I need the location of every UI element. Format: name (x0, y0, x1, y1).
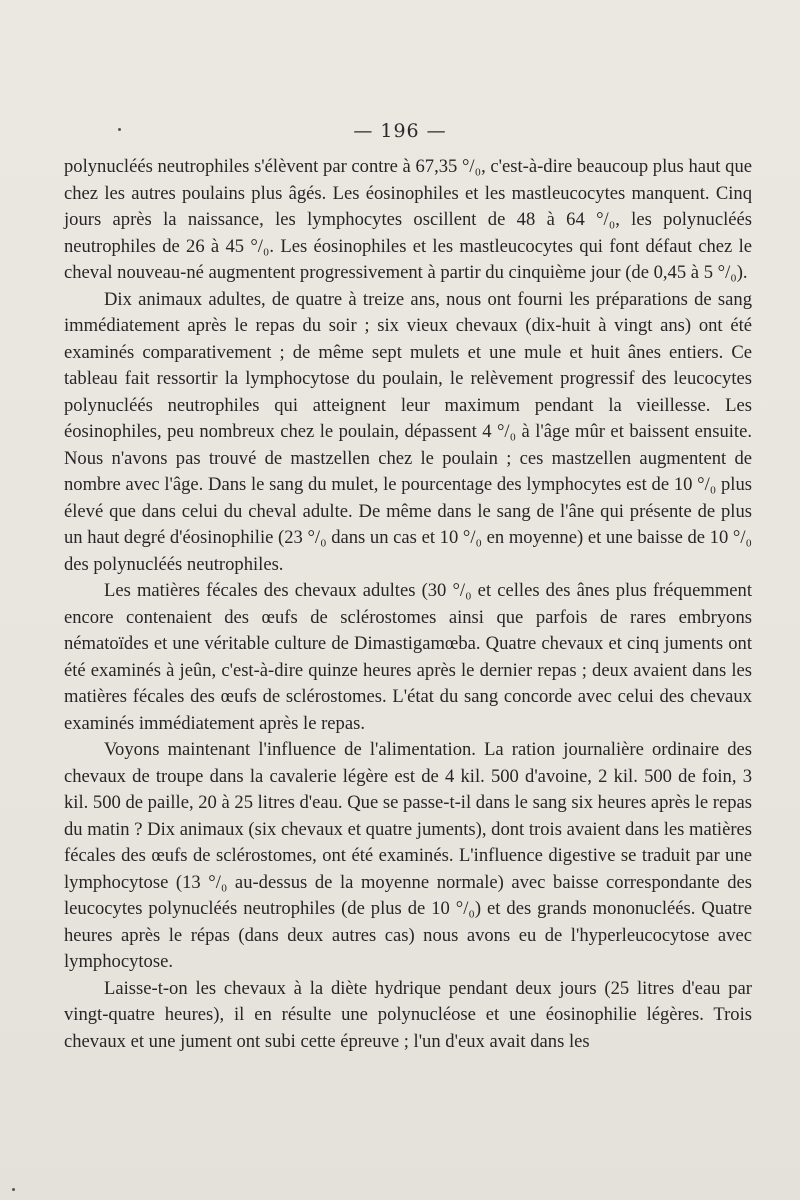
body-text (64, 154, 752, 1055)
print-speck (12, 1188, 15, 1191)
paragraph-5: Laisse-t-on les chevaux à la diète hydrique pendant deux jours (25 litres d'eau par vingt-quatre heures), il en résulte une polynucléose et une éosinophilie légères. Trois chevaux et une jument ont subi cette épreuve ; l'un d'eux avait dans les (64, 977, 752, 1052)
paragraph-2: Dix animaux adultes, de quatre à treize ans, nous ont fourni les préparations de sang immédiatement après le repas du soir ; six vieux chevaux (dix-huit à vingt ans) ont été examinés comparativement ; de même sept mulets et une mule et huit ânes entiers. Ce tableau fait ressortir la lymphocytose du poulain, le relèvement progressif des leucocytes polynucléés neutrophiles qui atteignent leur maximum pendant la vieillesse. Les éosinophiles, peu nombreux chez le poulain, dépassent 4 °/₀ à l'âge mûr et baissent ensuite. Nous n'avons pas trouvé de mastzellen chez le poulain ; ces mastzellen augmentent de nombre avec l'âge. Dans le sang du mulet, le pourcentage des lymphocytes est de 10 °/₀ plus élevé que dans celui du cheval adulte. De même dans le sang de l'âne qui présente de plus un haut degré d'éosinophilie (23 °/₀ dans un cas et 10 °/₀ en moyenne) et une baisse de 10 °/₀ des polynucléés neutrophiles. (64, 288, 752, 575)
page-number: — 196 — (353, 120, 447, 142)
print-speck (118, 128, 121, 131)
paragraph-1: polynucléés neutrophiles s'élèvent par contre à 67,35 °/₀, c'est-à-dire beaucoup plus haut que chez les autres poulains plus âgés. Les éosinophiles et les mastleucocytes manquent. Cinq jours après la naissance, les lymphocytes oscillent de 48 à 64 °/₀, les polynucléés neutrophiles de 26 à 45 °/₀. Les éosinophiles et les mastleucocytes qui font défaut chez le cheval nouveau-né augmentent progressivement à partir du cinquième jour (de 0,45 à 5 °/₀). (64, 156, 752, 283)
paragraph-4: Voyons maintenant l'influence de l'alimentation. La ration journalière ordinaire des chevaux de troupe dans la cavalerie légère est de 4 kil. 500 d'avoine, 2 kil. 500 de foin, 3 kil. 500 de paille, 20 à 25 litres d'eau. Que se passe-t-il dans le sang six heures après le repas du matin ? Dix animaux (six chevaux et quatre juments), dont trois avaient dans les matières fécales des œufs de sclérostomes, ont été examinés. L'influence digestive se traduit par une lymphocytose (13 °/₀ au-dessus de la moyenne normale) avec baisse correspondante des leucocytes polynucléés neutrophiles (de plus de 10 °/₀) et des grands mononucléés. Quatre heures après le répas (dans deux autres cas) nous avons eu de l'hyperleucocytose avec lymphocytose. (64, 739, 753, 972)
paragraph-3: Les matières fécales des chevaux adultes (30 °/₀ et celles des ânes plus fréquemment encore contenaient des œufs de sclérostomes ainsi que parfois de rares embryons nématoïdes et une véritable culture de Dimastigamœba. Quatre chevaux et cinq juments ont été examinés à jeûn, c'est-à-dire quinze heures après le dernier repas ; deux avaient dans les matières fécales des œufs de sclérostomes. L'état du sang concorde avec celui des chevaux examinés immédiatement après le repas. (64, 580, 752, 734)
